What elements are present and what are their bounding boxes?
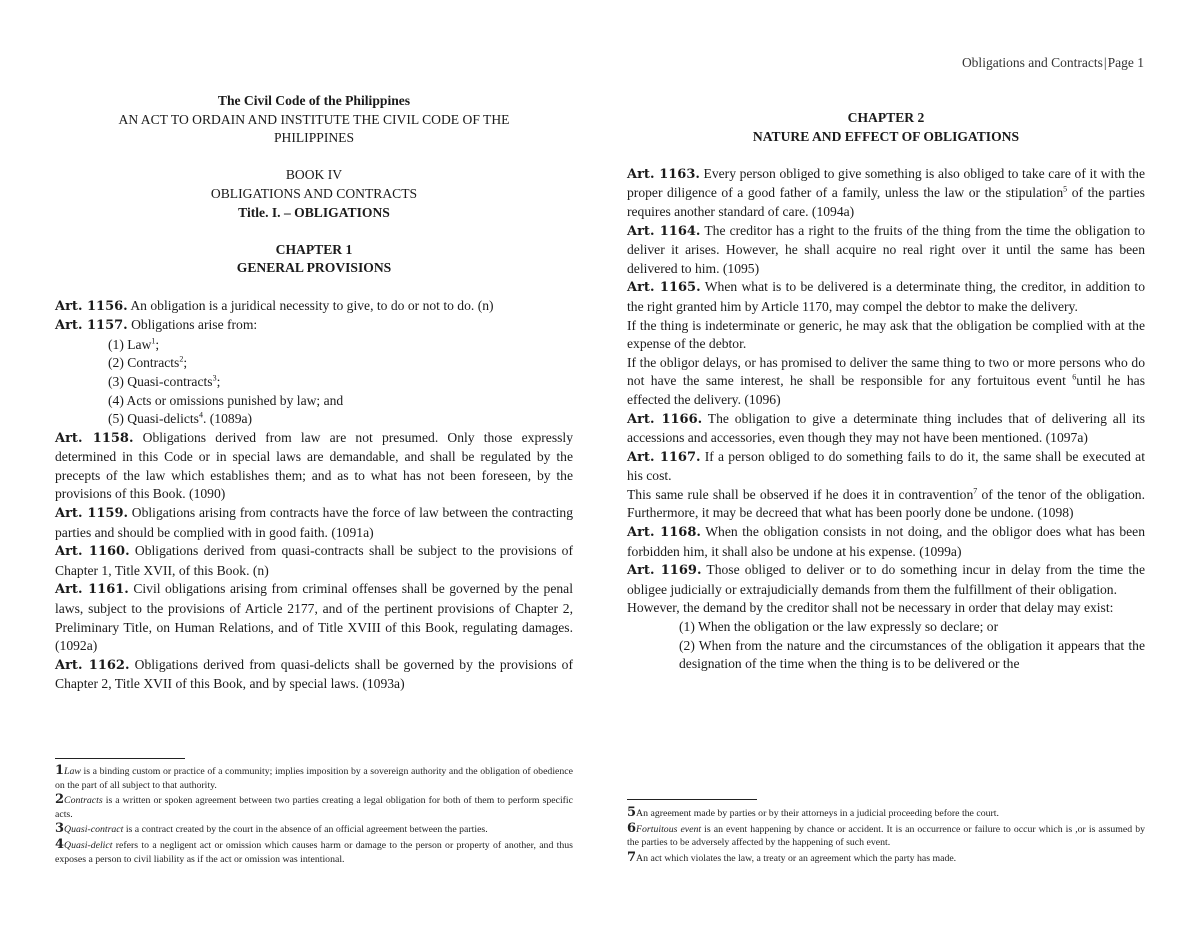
article-1163: Art. 1163. Every person obliged to give something is also obliged to take care of it with the proper diligence of a good father of a family, unless the law or the stipulation$^5$ of the parties requires another standard of care. (1094a) [627, 165, 1146, 219]
article-1169: Art. 1169. Those obliged to deliver or to do something incur in delay from the time the obligee judicially or extrajudicially demands from them the fulfillment of their obligation. [627, 562, 1145, 597]
footnotes-right [627, 806, 1145, 866]
article-number: Art. 1159. [55, 506, 129, 522]
article-number: Art. 1157. [55, 318, 128, 334]
article-1157 [55, 316, 573, 336]
article-text: Obligations derived from quasi-delicts shall be governed by the provisions of Chapter 2, Title XVII of this Book, and by special laws. (1093a) [55, 656, 573, 692]
article-number: Art. 1168. [627, 525, 701, 541]
article-1166: Art. 1166. The obligation to give a determinate thing includes that of delivering all its accessions and accessories, even though they may not have been mentioned. (1097a) [627, 410, 1146, 446]
article-1165: Art. 1165. When what is to be delivered is a determinate thing, the creditor, in addition to the right granted him by Article 1170, may compel the debtor to make the delivery. [627, 279, 1146, 314]
article-1168: Art. 1168. When the obligation consists in not doing, and the obligor does what has been forbidden him, it shall also be undone at his expense. (1099a) [627, 524, 1145, 559]
footnote-ref: 6 [1072, 372, 1077, 382]
left-page [55, 92, 573, 694]
list-item: (5) Quasi-delicts$^4$. (1089a) [108, 410, 253, 427]
paragraph: If the thing is indeterminate or generic, he may ask that the obligation be complied with at the expense of the debtor. [627, 317, 1145, 352]
paragraph: If the obligor delays, or has promised to deliver the same thing to two or more persons who do not have the same interest, he shall be responsible for any fortuitous event $^6$until he has effected the delivery. (1096) [627, 354, 1145, 407]
article-1156 [55, 297, 573, 317]
article-number: Art. 1160. [55, 544, 130, 560]
article-1162 [55, 656, 573, 694]
article-number: Art. 1161. [55, 582, 129, 598]
footnote-ref: 7 [973, 486, 978, 496]
footnote-2: 2Contracts is a written or spoken agreement between two parties creating a legal obligation for both of them to perform specific acts. [55, 792, 573, 820]
article-1164: Art. 1164. The creditor has a right to the fruits of the thing from the time the obligation to deliver it arises. However, he shall acquire no real right over it until the same has been delivered to him. (1095) [627, 222, 1146, 276]
footnote-ref: 1 [151, 336, 156, 346]
list-item: (1) Law$^1$; [108, 336, 160, 352]
running-header [962, 55, 1144, 71]
article-1167: Art. 1167. If a person obliged to do something fails to do it, the same shall be executed at his cost. [627, 448, 1145, 484]
footnote-ref: 2 [179, 354, 184, 364]
article-number: Art. 1166. [627, 411, 703, 427]
list-item: (1) When the obligation or the law expressly so declare; or [679, 619, 999, 635]
footnote-5: 5An agreement made by parties or by their attorneys in a judicial proceeding before the court. [627, 805, 999, 820]
article-number: Art. 1165. [627, 280, 701, 296]
delay-exceptions-list [627, 618, 1145, 674]
footnote-ref: 5 [1063, 184, 1068, 194]
paragraph: However, the demand by the creditor shall not be necessary in order that delay may exist: [627, 600, 1114, 616]
document-subtitle: AN ACT TO ORDAIN AND INSTITUTE THE CIVIL CODE OF THE PHILIPPINES [118, 111, 510, 146]
sources-list [55, 336, 573, 429]
list-item: (3) Quasi-contracts$^3$; [108, 373, 221, 389]
article-number: Art. 1167. [627, 449, 701, 465]
book-name: OBLIGATIONS AND CONTRACTS [210, 185, 418, 201]
footnotes-left [55, 764, 573, 867]
title-heading: Title. I. – OBLIGATIONS [238, 204, 390, 220]
list-item: (2) When from the nature and the circumstances of the obligation it appears that the designation of the time when the thing is to be delivered or the [679, 637, 1145, 672]
paragraph: This same rule shall be observed if he does it in contravention$^7$ of the tenor of the obligation. Furthermore, it may be decreed that what has been poorly done be undone. (1098) [627, 486, 1145, 521]
list-item: (4) Acts or omissions punished by law; and [108, 392, 344, 408]
footnote-ref: 4 [198, 410, 203, 420]
article-1161 [55, 580, 573, 655]
article-number: Art. 1169. [627, 563, 702, 579]
chapter-name: GENERAL PROVISIONS [236, 260, 392, 276]
footnote-rule-right [627, 799, 757, 800]
chapter-number: CHAPTER 1 [275, 241, 353, 257]
article-number: Art. 1164. [627, 223, 701, 239]
footnote-1: 1Law is a binding custom or practice of a community; implies imposition by a sovereign authority and the obligation of obedience on the part of all subject to that authority. [55, 763, 573, 791]
footnote-7: 7An act which violates the law, a treaty or an agreement which the party has made. [627, 849, 957, 865]
article-text: Obligations arise from: [127, 317, 258, 333]
footnote-ref: 3 [212, 373, 217, 383]
article-text: An obligation is a juridical necessity to give, to do or not to do. (n) [127, 297, 494, 313]
article-number: Art. 1156. [55, 298, 128, 314]
footnote-rule-left [55, 758, 185, 759]
book-number: BOOK IV [285, 167, 343, 183]
footnote-3: 3Quasi-contract is a contract created by the court in the absence of an official agreement between the parties. [55, 821, 488, 837]
chapter-number: CHAPTER 2 [847, 110, 925, 125]
page-label: Page 1 [1107, 55, 1144, 70]
chapter-name: NATURE AND EFFECT OF OBLIGATIONS [752, 128, 1020, 144]
document-title: The Civil Code of the Philippines [217, 93, 411, 108]
right-page [627, 109, 1145, 674]
running-title: Obligations and Contracts [961, 55, 1103, 70]
header-separator: | [1103, 55, 1107, 70]
article-1160 [55, 542, 573, 580]
article-text: Obligations derived from law are not presumed. Only those expressly determined in this Code or in special laws are demandable, and shall be regulated by the precepts of the law which establishes them; and as to what has not been foreseen, by the provisions of this Book. (1090) [55, 429, 573, 502]
article-number: Art. 1163. [627, 166, 700, 182]
article-text: Civil obligations arising from criminal offenses shall be governed by the penal laws, subject to the provisions of Article 2177, and of the pertinent provisions of Chapter 2, Preliminary Title, on Human Relations, and of Title XVIII of this Book, regulating damages. (1092a) [55, 581, 573, 654]
list-item: (2) Contracts$^2$; [108, 354, 188, 371]
footnote-6: 6Fortuitous event is an event happening by chance or accident. It is an occurrence or failure to occur which is ,or is assumed by the parties to be adversely affected by the happening of such event. [627, 820, 1146, 849]
article-number: Art. 1162. [55, 657, 130, 673]
article-1159 [55, 504, 573, 542]
article-text: Obligations arising from contracts have the force of law between the contracting parties and should be complied with in good faith. (1091a) [55, 505, 573, 540]
article-text: Obligations derived from quasi-contracts shall be subject to the provisions of Chapter 1, Title XVII, of this Book. (n) [55, 543, 573, 578]
article-1158 [55, 429, 573, 504]
footnote-4: 4Quasi-delict refers to a negligent act or omission which causes harm or damage to the person or property of another, and thus exposes a person to civil liability as if the act or omission was intentional. [55, 836, 573, 865]
article-number: Art. 1158. [55, 430, 134, 446]
